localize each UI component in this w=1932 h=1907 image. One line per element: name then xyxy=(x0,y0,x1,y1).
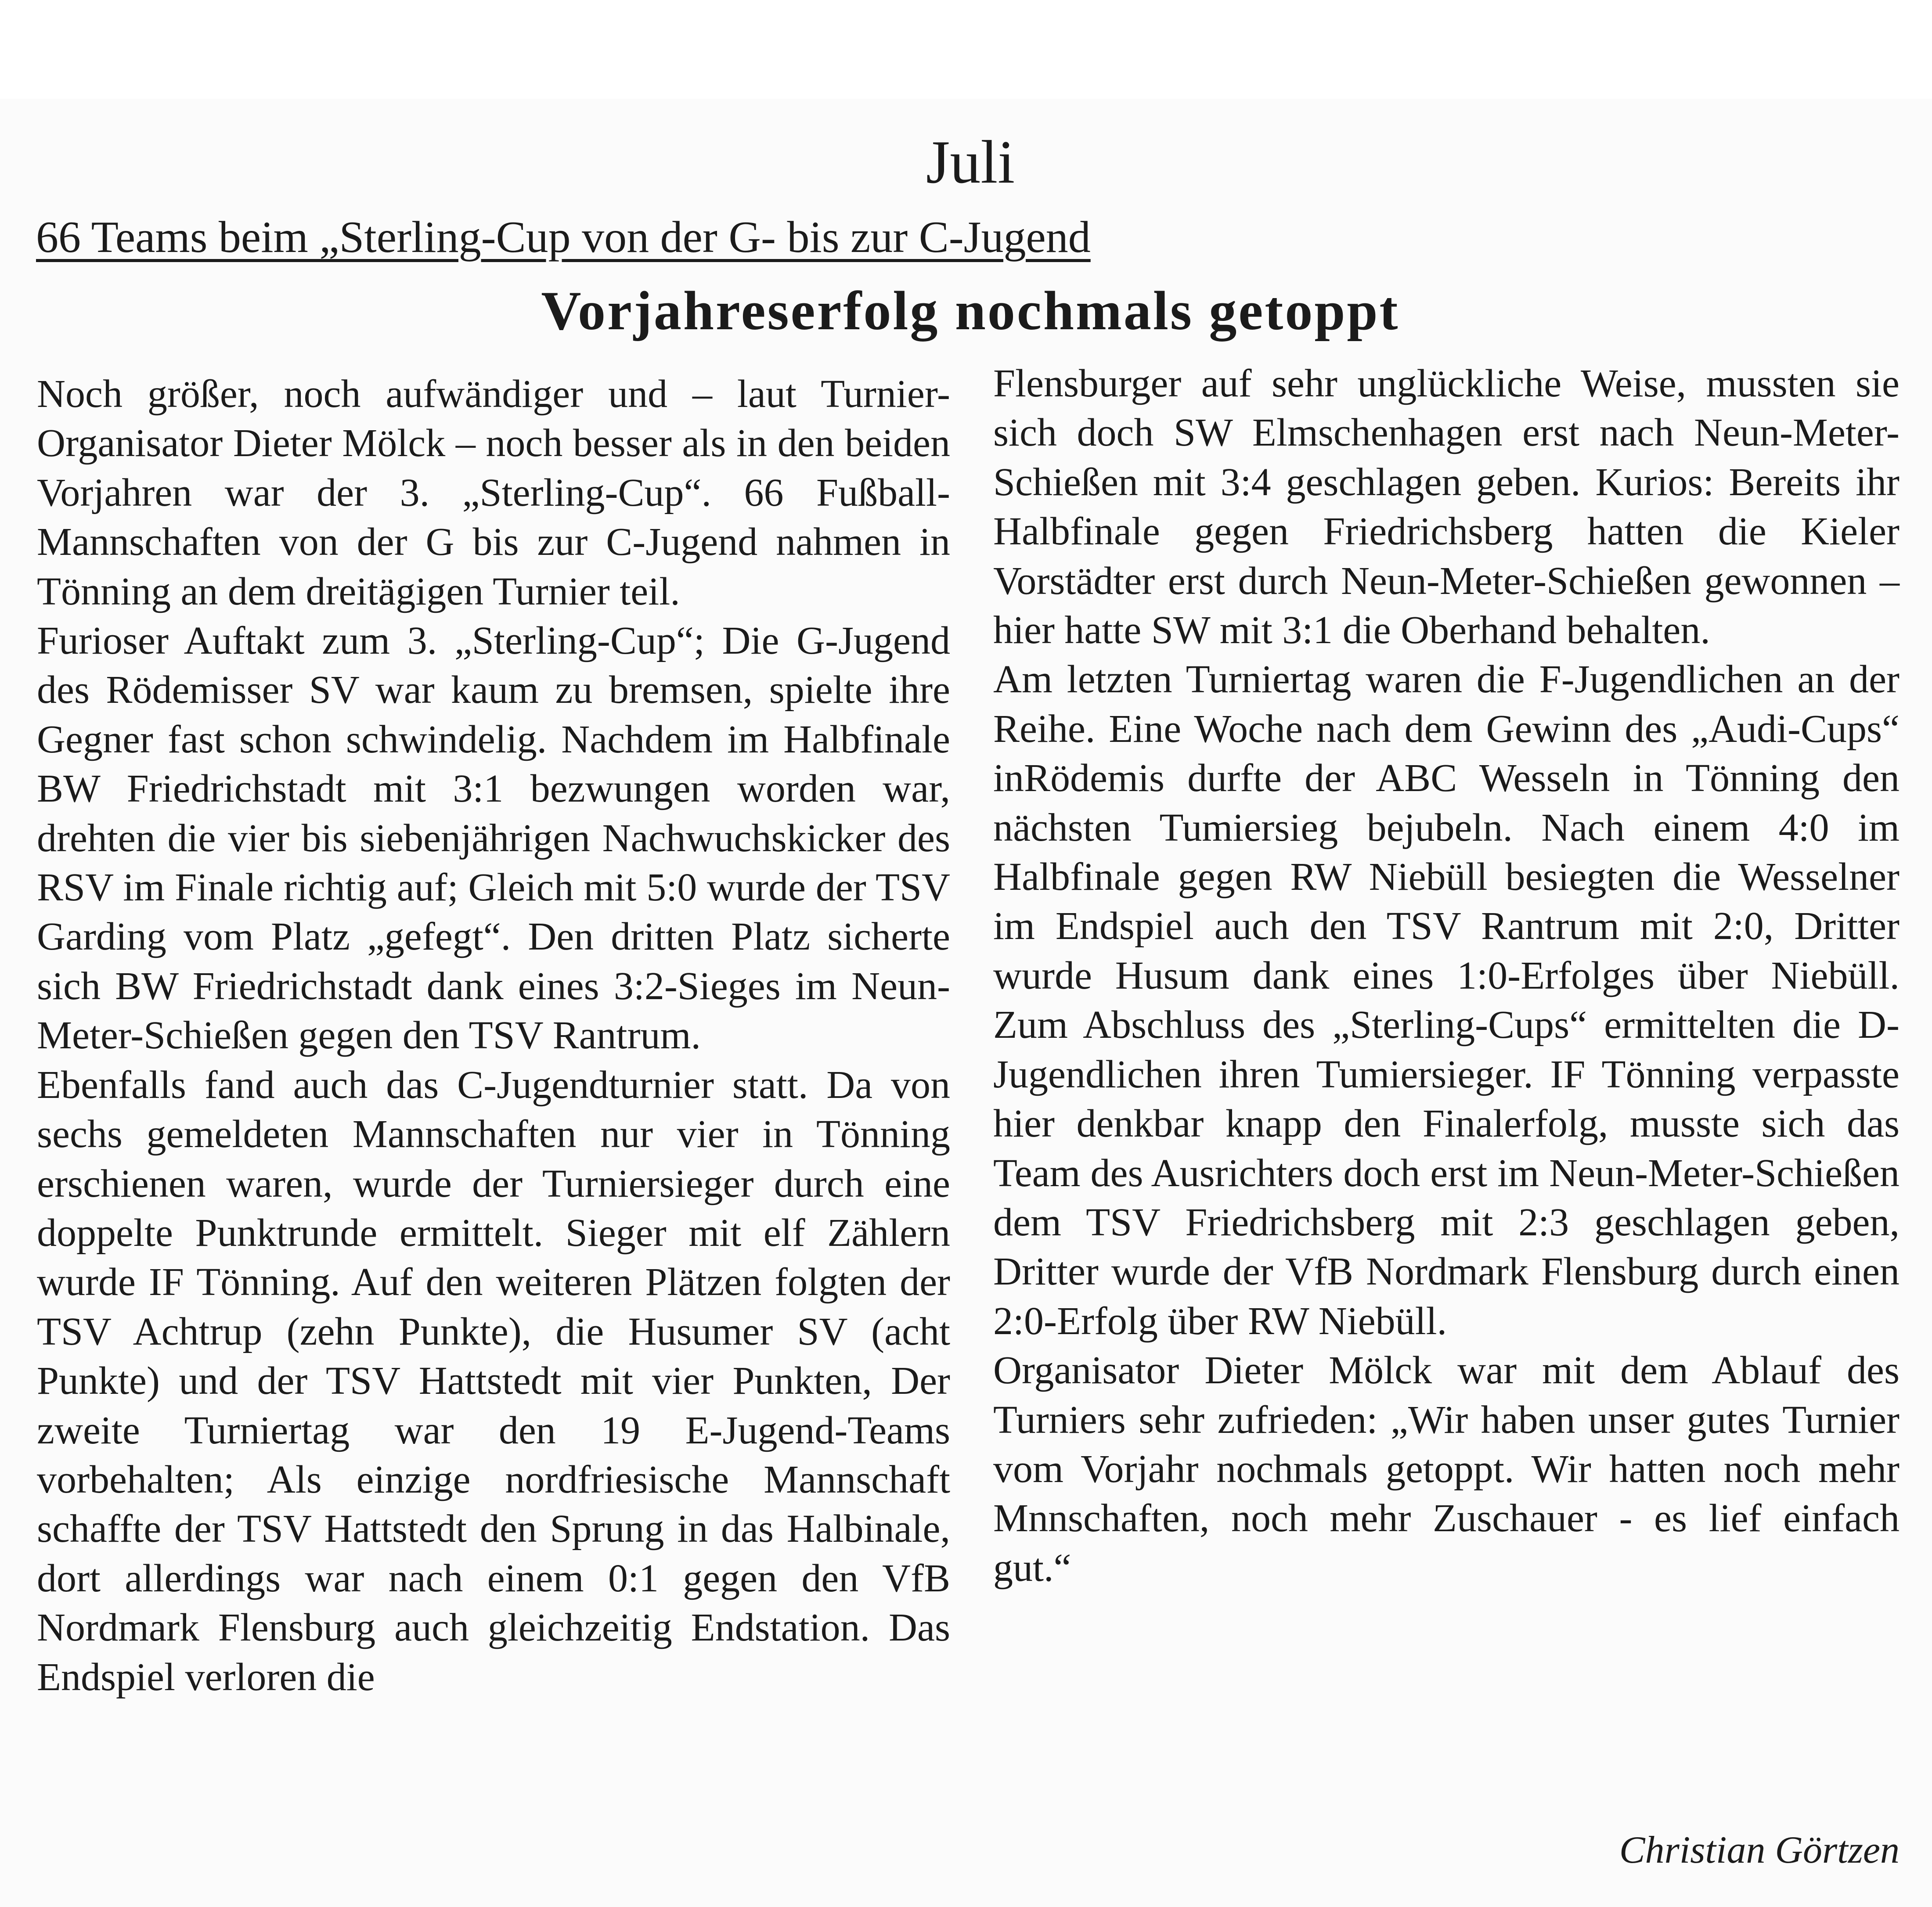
article-paragraph-5: Organisator Dieter Mölck war mit dem Ablauf des Turniers sehr zufrieden: „Wir haben unser gutes Turnier vom Vorjahr nochmals getoppt. Wir hatten noch mehr Mnnschaften, noch mehr Zuschauer - es lief einfach gut.“ xyxy=(993,1349,1900,1590)
article-paragraph-4: Am letzten Turniertag waren die F-Jugendlichen an der Reihe. Eine Woche nach dem Gewinn des „Audi-Cups“ inRödemis durfte der ABC Wesseln in Tönning den nächsten Tumiersieg bejubeln. Nach einem 4:0 im Halbfinale gegen RW Niebüll besiegten die Wesselner im Endspiel auch den TSV Rantrum mit 2:0, Dritter wurde Husum dank eines 1:0-Erfolges über Niebüll. Zum Abschluss des „Sterling-Cups“ ermittelten die D-Jugendlichen ihren Tumiersieger. IF Tönning verpasste hier denkbar knapp den Finalerfolg, musste sich das Team des Ausrichters doch erst im Neun-Meter-Schießen dem TSV Friedrichsberg mit 2:3 geschlagen geben, Dritter wurde der VfB Nordmark Flensburg durch einen 2:0-Erfolg über RW Niebüll. xyxy=(993,658,1900,1343)
article-subheadline: 66 Teams beim „Sterling-Cup von der G- bis zur C-Jugend xyxy=(36,212,1091,262)
article-headline: Vorjahreserfolg nochmals getoppt xyxy=(541,281,1400,342)
article-paragraph-1: Noch größer, noch aufwändiger und – laut Turnier-Organisator Dieter Mölck – noch besser als in den beiden Vorjahren war der 3. „Sterling-Cup“. 66 Fußball-Mannschaften von der G bis zur C-Jugend nahmen in Tönning an dem dreitägigen Turnier teil. xyxy=(37,372,950,613)
author-byline: Christian Görtzen xyxy=(1619,1829,1900,1871)
article-paragraph-3-end: Flensburger auf sehr unglückliche Weise, mussten sie sich doch SW Elmschenhagen erst nach Neun-Meter-Schießen mit 3:4 geschlagen geben. Kurios: Bereits ihr Halbfinale gegen Friedrichsberg hatten die Kieler Vorstädter erst durch Neun-Meter-Schießen gewonnen – hier hatte SW mit 3:1 die Oberhand behalten. xyxy=(993,362,1900,652)
article-paragraph-3-start: Ebenfalls fand auch das C-Jugendturnier statt. Da von sechs gemeldeten Mannschaften nur vier in Tönning erschienen waren, wurde der Turniersieger durch eine doppelte Punktrunde ermittelt. Sieger mit elf Zählern wurde IF Tönning. Auf den weiteren Plätzen folgten der TSV Achtrup (zehn Punkte), die Husumer SV (acht Punkte) und der TSV Hattstedt mit vier Punkten, Der zweite Turniertag war den 19 E-Jugend-Teams vorbehalten; Als einzige nordfriesische Mannschaft schaffte der TSV Hattstedt den Sprung in das Halbinale, dort allerdings war nach einem 0:1 gegen den VfB Nordmark Flensburg auch gleichzeitig Endstation. Das Endspiel verloren die xyxy=(37,1063,950,1699)
article-column-right xyxy=(993,359,1900,1593)
article-paragraph-2: Furioser Auftakt zum 3. „Sterling-Cup“; Die G-Jugend des Rödemisser SV war kaum zu bremsen, spielte ihre Gegner fast schon schwindelig. Nachdem im Halbfinale BW Friedrichstadt mit 3:1 bezwungen worden war, drehten die vier bis siebenjährigen Nachwuchskicker des RSV im Finale richtig auf; Gleich mit 5:0 wurde der TSV Garding vom Platz „gefegt“. Den dritten Platz sicherte sich BW Friedrichstadt dank eines 3:2-Sieges im Neun-Meter-Schießen gegen den TSV Rantrum. xyxy=(37,619,950,1058)
scan-margin xyxy=(0,0,1932,99)
article-column-left xyxy=(37,370,950,1702)
month-heading: Juli xyxy=(926,128,1015,196)
